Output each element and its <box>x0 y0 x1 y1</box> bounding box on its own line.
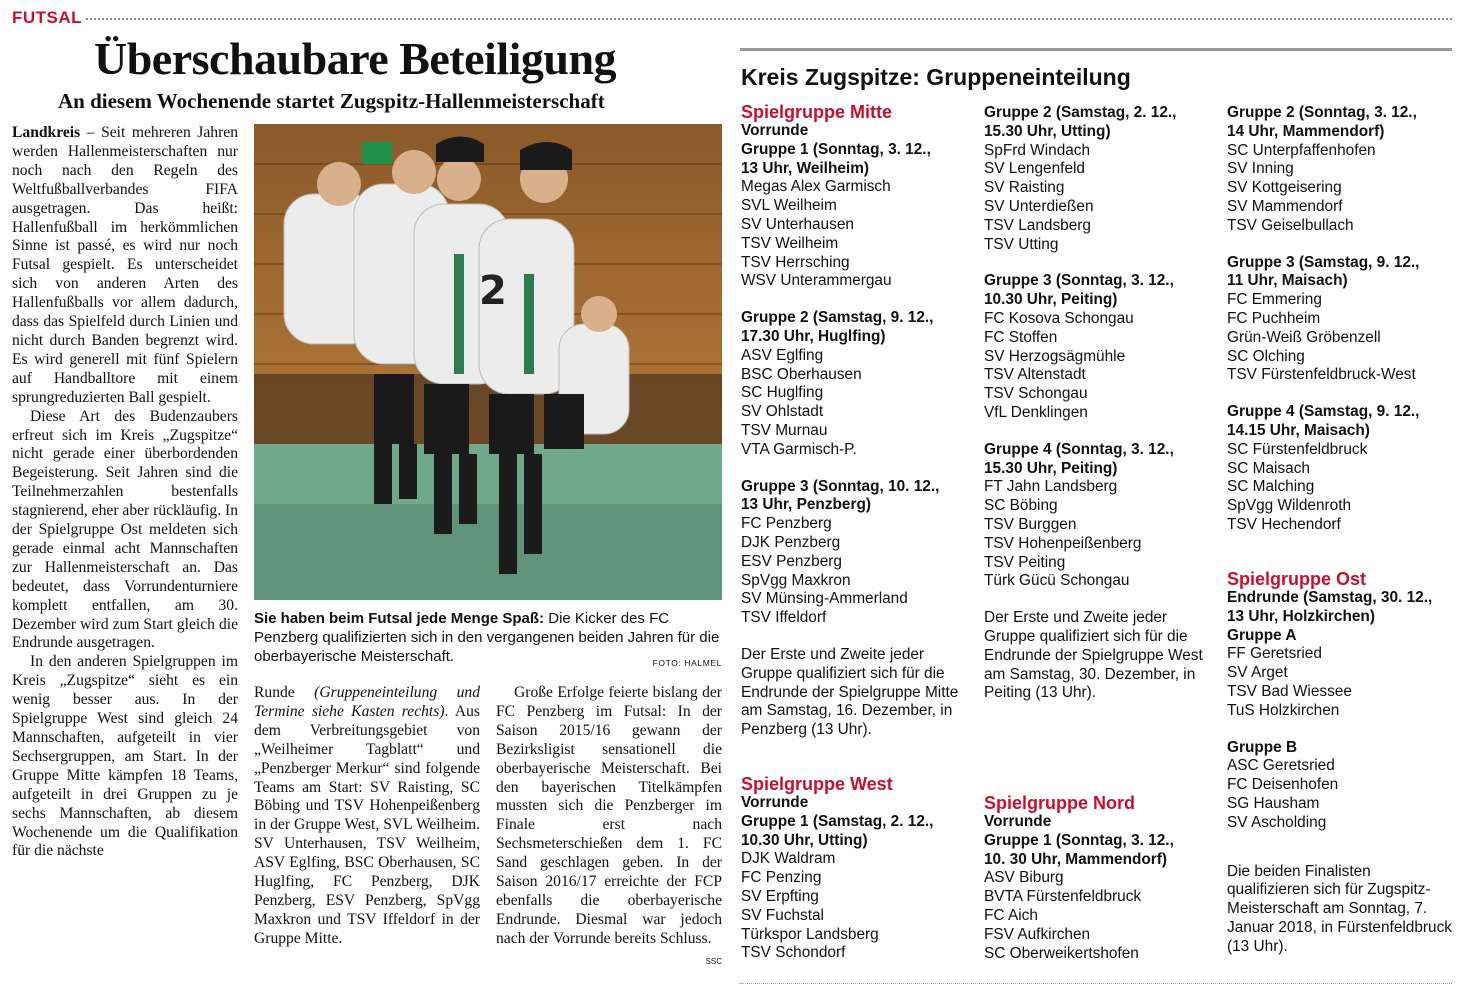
team: FC Puchheim <box>1227 309 1321 327</box>
team: FF Geretsried <box>1227 645 1322 663</box>
team: SV Herzogsägmühle <box>984 347 1126 365</box>
spielgruppe-west-heading: Spielgruppe West <box>741 774 893 794</box>
team: FC Penzing <box>741 869 822 887</box>
box-ost <box>1227 569 1452 957</box>
team: SV Mammendorf <box>1227 197 1343 215</box>
team: FC Emmering <box>1227 291 1322 309</box>
team: SpFrd Windach <box>984 141 1091 159</box>
team: SG Hausham <box>1227 794 1320 812</box>
headline: Überschaubare Beteiligung <box>94 33 617 84</box>
author-signature: SSC <box>705 956 722 966</box>
caption-lead: Sie haben beim Futsal jede Menge Spaß: <box>254 610 545 627</box>
round-label: Endrunde (Samstag, 30. 12., <box>1227 589 1433 606</box>
group-heading: Gruppe 2 (Sonntag, 3. 12., <box>1227 104 1417 121</box>
team: Türk Gücü Schongau <box>984 572 1130 590</box>
team: TSV Hechendorf <box>1227 515 1341 533</box>
group-heading: 14.15 Uhr, Maisach) <box>1227 421 1370 439</box>
box-title: Kreis Zugspitze: Gruppeneinteilung <box>741 64 1131 90</box>
team: SV Fuchstal <box>741 906 824 924</box>
qualification-note: Der Erste und Zweite jeder Gruppe qualifiziert sich für die Endrunde der Spielgruppe West am Samstag, 30. Dezember, in Peiting (13 Uhr). <box>984 609 1203 702</box>
team: DJK Penzberg <box>741 533 841 551</box>
article-photo <box>254 124 722 600</box>
box-top-rule <box>740 48 1452 51</box>
team: SC Fürstenfeldbruck <box>1227 440 1368 458</box>
group-heading: 15.30 Uhr, Peiting) <box>984 459 1118 477</box>
group-heading: Gruppe 2 (Samstag, 2. 12., <box>984 104 1177 121</box>
team: FSV Aufkirchen <box>984 925 1091 943</box>
box-west-group-1 <box>741 774 977 963</box>
team: ASV Eglfing <box>741 346 824 364</box>
group-heading: Gruppe 4 (Samstag, 9. 12., <box>1227 403 1420 421</box>
group-heading: 10. 30 Uhr, Mammendorf) <box>984 850 1168 868</box>
article-column-3 <box>496 684 722 984</box>
round-label: Vorrunde <box>984 813 1052 830</box>
group-heading: Gruppe B <box>1227 738 1298 756</box>
team: SV Arget <box>1227 664 1288 682</box>
article-paragraph: Diese Art des Budenzaubers erfreut sich im Kreis „Zugspitze“ nicht gerade einer überbordenden Begeisterung. Seit Jahren sind die Teilnehmerzahlen bestenfalls stagnierend, eher aber rückläufig. In der Spielgruppe Ost meldeten sich gerade einmal acht Mannschaften zur Hallenmeisterschaft an. Das bedeutet, dass Vorrundenturniere komplett entfallen, am 30. Dezember wird zum Start gleich die Endrunde ausgetragen. <box>12 407 238 652</box>
team: SV Unterhausen <box>741 215 854 233</box>
group-heading: 14 Uhr, Mammendorf) <box>1227 122 1385 140</box>
team: SC Olching <box>1227 347 1305 365</box>
article-column-1 <box>12 124 238 984</box>
team: SC Malching <box>1227 478 1315 496</box>
team: ESV Penzberg <box>741 552 842 570</box>
team: SV Münsing-Ammerland <box>741 590 908 608</box>
team: TSV Burggen <box>984 515 1077 533</box>
team: TSV Utting <box>984 235 1059 253</box>
photo-credit: FOTO: HALMEL <box>652 657 722 668</box>
team: ASV Biburg <box>984 869 1064 887</box>
box-nord-group-1 <box>984 793 1220 963</box>
team: SC Huglfing <box>741 384 824 402</box>
group-heading: Gruppe 1 (Sonntag, 3. 12., <box>741 140 931 158</box>
group-heading: 11 Uhr, Maisach) <box>1227 272 1348 290</box>
box-column-3 <box>1227 104 1463 535</box>
group-heading: Gruppe 4 (Sonntag, 3. 12., <box>984 440 1174 458</box>
spielgruppe-mitte-heading: Spielgruppe Mitte <box>741 102 893 122</box>
futsal-team-photo <box>254 124 722 600</box>
team: SpVgg Maxkron <box>741 571 851 589</box>
qualification-note: Die beiden Finalisten qualifizieren sich für Zugspitz-Meisterschaft am Sonntag, 7. Januar 2018, in Fürstenfeldbruck (13 Uhr). <box>1227 862 1453 955</box>
caption-text: Die Kicker des FC Penzberg qualifizierten sich in den vergangenen beiden Jahren für die oberbayerische Meisterschaft. <box>254 610 720 665</box>
box-column-1 <box>741 102 977 740</box>
team: TSV Herrsching <box>741 253 850 271</box>
team: ASC Geretsried <box>1227 757 1335 775</box>
round-label: Vorrunde <box>741 122 809 139</box>
team: FT Jahn Landsberg <box>984 478 1118 496</box>
team: TSV Geiselbullach <box>1227 216 1354 234</box>
team: TSV Schondorf <box>741 944 846 962</box>
group-heading: 10.30 Uhr, Peiting) <box>984 291 1118 309</box>
team: SV Kottgeisering <box>1227 179 1342 197</box>
team: TuS Holzkirchen <box>1227 701 1340 719</box>
exit-sign <box>362 142 392 164</box>
jersey-number: 2 <box>479 268 507 314</box>
article-paragraph: In den anderen Spielgruppen im Kreis „Zugspitze“ sieht es ein wenig besser aus. In der Spielgruppe West sind gleich 24 Mannschaften, aufgeteilt in vier Sechsergruppen, am Start. In der Gruppe Mitte kämpfen 18 Teams, aufgeteilt in drei Gruppen zu je sechs Mannschaften, ab diesem Wochenende um die Qualifikation für die nächste <box>12 653 238 860</box>
team: SV Ohlstadt <box>741 403 824 421</box>
subheadline: An diesem Wochenende startet Zugspitz-Hallenmeisterschaft <box>58 89 605 113</box>
team: SC Böbing <box>984 497 1058 515</box>
section-rubric: FUTSAL <box>12 8 83 27</box>
team: TSV Landsberg <box>984 216 1091 234</box>
team: TSV Altenstadt <box>984 366 1086 384</box>
group-heading: 13 Uhr, Weilheim) <box>741 159 870 177</box>
group-heading: 13 Uhr, Penzberg) <box>741 496 872 514</box>
team: TSV Fürstenfeldbruck-West <box>1227 366 1416 384</box>
team: BSC Oberhausen <box>741 365 862 383</box>
article-column-2 <box>254 684 480 984</box>
team: FC Deisenhofen <box>1227 776 1339 794</box>
team: FC Aich <box>984 906 1038 924</box>
team: TSV Schongau <box>984 385 1088 403</box>
group-heading: 15.30 Uhr, Utting) <box>984 122 1111 140</box>
team: SC Maisach <box>1227 459 1310 477</box>
team: SC Unterpfaffenhofen <box>1227 141 1376 159</box>
spielgruppe-nord-heading: Spielgruppe Nord <box>984 793 1136 813</box>
team: SV Ascholding <box>1227 813 1327 831</box>
group-heading: Gruppe 3 (Sonntag, 10. 12., <box>741 477 940 495</box>
team: TSV Peiting <box>984 553 1066 571</box>
box-column-2 <box>984 104 1220 703</box>
round-label: Vorrunde <box>741 794 809 811</box>
box-bottom-rule <box>740 983 1452 984</box>
team: FC Kosova Schongau <box>984 309 1134 327</box>
team: Megas Alex Garmisch <box>741 178 891 196</box>
team: Türkspor Landsberg <box>741 925 879 943</box>
team: Grün-Weiß Gröbenzell <box>1227 328 1381 346</box>
team: VfL Denklingen <box>984 403 1088 421</box>
group-heading: 17.30 Uhr, Huglfing) <box>741 327 886 345</box>
article-paragraph: Große Erfolge feierte bislang der FC Penzberg im Futsal: In der Saison 2015/16 gewann der Bezirksligist sensationell die oberbayerische Meisterschaft. Bei den bayerischen Titelkämpfen mussten sich die Penzberger im Finale erst nach Sechsmeterschießen dem 1. FC Sand geschlagen geben. In der Saison 2016/17 erreichte der FCP ebenfalls die oberbayerische Endrunde. Diesmal war jedoch nach der Vorrunde bereits Schluss. SSC <box>496 684 722 949</box>
spielgruppe-ost-heading: Spielgruppe Ost <box>1227 569 1367 589</box>
team: SV Erpfting <box>741 887 819 905</box>
team: TSV Bad Wiessee <box>1227 682 1352 700</box>
group-heading: 10.30 Uhr, Utting) <box>741 831 868 849</box>
team: FC Penzberg <box>741 515 832 533</box>
group-heading: Gruppe 3 (Sonntag, 3. 12., <box>984 272 1174 290</box>
article-paragraph: Landkreis – Seit mehreren Jahren werden Hallenmeisterschaften nur noch nach den Regeln des Weltfußballverbandes FIFA ausgetragen. Das heißt: Hallenfußball im herkömmlichen Sinne ist passé, es wird nur noch Futsal gespielt. Es unterscheidet sich von anderen Arten des Hallenfußballs vor allem dadurch, dass das Spielfeld durch Linien und nicht durch Banden begrenzt wird. Es wird generell mit fünf Spielern auf Handballtore mit einem sprungreduzierten Ball gespielt. <box>12 124 238 406</box>
team: SV Inning <box>1227 160 1294 178</box>
team: FC Stoffen <box>984 328 1058 346</box>
group-heading: Gruppe A <box>1227 626 1297 644</box>
rubric-divider <box>86 18 1452 20</box>
team: TSV Murnau <box>741 421 828 439</box>
round-label: 13 Uhr, Holzkirchen) <box>1227 607 1375 625</box>
team: DJK Waldram <box>741 850 836 868</box>
team: SV Lengenfeld <box>984 160 1085 178</box>
team: SV Unterdießen <box>984 197 1094 215</box>
team: TSV Iffeldorf <box>741 609 827 627</box>
team: TSV Hohenpeißenberg <box>984 534 1142 552</box>
team: TSV Weilheim <box>741 234 839 252</box>
team: WSV Unterammergau <box>741 272 892 290</box>
photo-caption <box>254 610 722 673</box>
team: SVL Weilheim <box>741 197 837 215</box>
team: SC Oberweikertshofen <box>984 944 1139 962</box>
qualification-note: Der Erste und Zweite jeder Gruppe qualifiziert sich für die Endrunde der Spielgruppe Mitte am Samstag, 16. Dezember, in Penzberg (13 Uhr). <box>741 645 959 739</box>
team: SV Raisting <box>984 179 1065 197</box>
dateline: Landkreis <box>12 124 81 141</box>
team: SpVgg Wildenroth <box>1227 497 1352 515</box>
article-paragraph: Runde (Gruppeneinteilung und Termine siehe Kasten rechts). Aus dem Verbreitungsgebiet von „Weilheimer Tagblatt“ und „Penzberger Merkur“ sind folgende Teams am Start: SV Raisting, SC Böbing und TSV Hohenpeißenberg in der Gruppe West, SVL Weilheim. SV Unterhausen, TSV Weilheim, ASV Eglfing, BSC Oberhausen, SC Huglfing, FC Penzberg, DJK Penzberg, ESV Penzberg, SpVgg Maxkron und TSV Iffeldorf in der Gruppe Mitte. <box>254 684 480 947</box>
team: BVTA Fürstenfeldbruck <box>984 888 1142 906</box>
team: VTA Garmisch-P. <box>741 440 857 458</box>
group-heading: Gruppe 2 (Samstag, 9. 12., <box>741 309 934 327</box>
group-heading: Gruppe 1 (Samstag, 2. 12., <box>741 812 934 830</box>
group-heading: Gruppe 1 (Sonntag, 3. 12., <box>984 831 1174 849</box>
group-heading: Gruppe 3 (Samstag, 9. 12., <box>1227 253 1420 271</box>
